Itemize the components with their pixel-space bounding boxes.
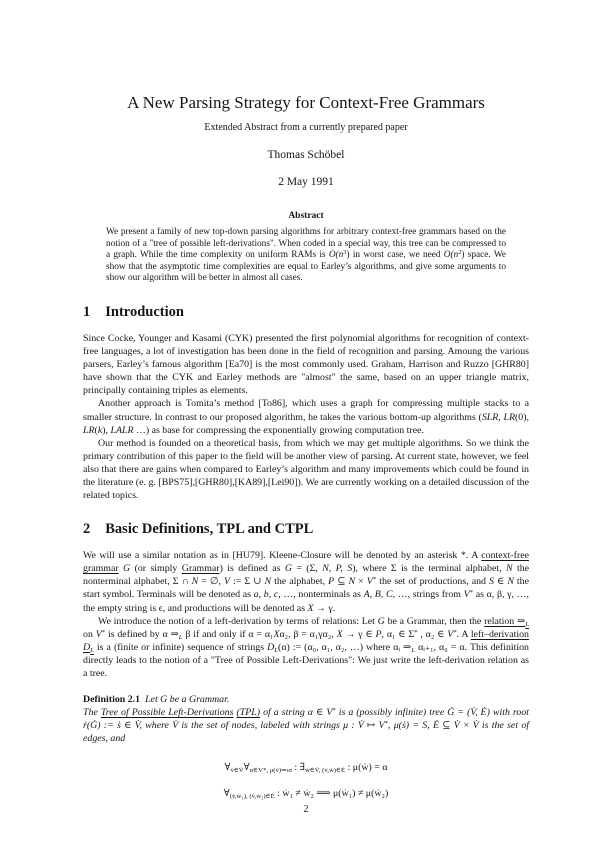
section-1-introduction — [83, 304, 529, 502]
section-1-heading — [83, 304, 529, 321]
abstract-body: We present a family of new top-down parsing algorithms for arbitrary context-free grammars based on the notion of a "tree of possible left-derivations". When coded in a special way, this tree can be compressed to a graph. While the time complexity on uniform RAMs is $O(n^3)$ in worst case, we need $O(n^2)$ space. We show that the asymptotic time complexities are equal to Earley’s algorithms, and give some arguments to show our algorithm will be better in almost all cases. — [106, 227, 506, 284]
paper-author: Thomas Schöbel — [267, 149, 345, 161]
intro-paragraph-3: Our method is founded on a theoretical basis, from which we may get multiple algorithms. So we think the primary contribution of this paper to the field will be another view of parsing. At current state, however, we feel also that there are gains when compared to Earley’s algorithm and many improvements which could be found in the literature (e. g. [BPS75],[GHR80],[KA89],[Lei90]). We are currently working on a detailed discussion of the related topics. — [83, 437, 529, 502]
definition-label: Definition 2.1 — [83, 694, 141, 706]
paper-date: 2 May 1991 — [278, 176, 334, 188]
intro-paragraph-1: Since Cocke, Younger and Kasami (CYK) presented the first polynomial algorithms for recognition of context-free languages, a lot of investigation has been done in the field of recognition and parsing. Amoung the various parsers, Earley’s famous algorithm [Ea70] is the most commonly used. Graham, Harrison and Ruzzo [GHR80] have shown that the CYK and Earley methods are "almost" the same, based on an upper triangle matrix, principally containing triples as elements. — [83, 332, 529, 397]
title-block — [83, 0, 529, 188]
definition-body: The Tree of Possible Left-Derivations (TPL) of a string α ∈ V* is a (possibly infinite) tree Ġ = (V̇, Ė) with root ṙ(Ġ) := ṡ ∈ V̇, where V̇ is the set of nodes, labeled with strings μ : V̇ ↦ V*, μ(ṡ) = S, Ė ⊆ V̇ × V̇ is the set of edges, and — [83, 707, 529, 745]
section-2-basic-definitions — [83, 521, 529, 680]
page-number: 2 — [303, 804, 309, 815]
formula-tpl-edge-existence: $\forall_{v̇\in V̇}\forall_{\alpha\in V*, \mu(v̇)\Rightarrow_l\alpha}$ : $\exists_{ẇ\in V̇, (v̇,ẇ)\in Ė}$ : μ(ẇ) = α — [224, 761, 388, 774]
definition-2-1 — [83, 693, 529, 745]
paper-subtitle: Extended Abstract from a currently prepared paper — [204, 122, 408, 133]
paper-title: A New Parsing Strategy for Context-Free Grammars — [127, 93, 485, 112]
abstract-heading: Abstract — [288, 211, 324, 221]
definition-intro: Let G be a Grammar. — [145, 694, 230, 706]
definitions-paragraph-2: We introduce the notion of a left-derivation by terms of relations: Let G be a Grammar, then the relation $\Rightarrow_L$ on V* is defined by α $\Rightarrow_L$ β if and only if α = α₁Xα₂, β = α₁γα₂, X → γ ∈ P, α₁ ∈ Σ* , α₂ ∈ V*. A left–derivation $D_L$ is a (finite or infinite) sequence of strings $D_L(\alpha)$ := (α₀, α₁, α₂, …) where αᵢ $\Rightarrow_L$ αᵢ₊₁, α₀ = α. This definition directly leads to the notion of a "Tree of Possible Left-Derivations": We just write the left-derivation relation as a tree. — [83, 615, 530, 680]
section-2-heading — [83, 521, 529, 538]
definitions-paragraph-1: We will use a similar notation as in [HU79]. Kleene-Closure will be denoted by an asterisk *. A context-free grammar G (or simply Grammar) is defined as G = (Σ, N, P, S), where Σ is the terminal alphabet, N the nonterminal alphabet, Σ ∩ N = ∅, V := Σ ∪ N the alphabet, P ⊆ N × V* the set of productions, and S ∈ N the start symbol. Terminals will be denoted as a, b, c, …, nonterminals as A, B, C, …, strings from V* as α, β, γ, …, the empty string is ϵ, and productions will be denoted as X → γ. — [83, 550, 530, 614]
intro-paragraph-2: Another approach is Tomita’s method [To86], which uses a graph for compressing multiple stacks to a smaller structure. In contrast to our proposed algorithm, he takes the various bottom-up algorithms (SLR, LR(0), LR(k), LALR …) as base for compressing the exponentially growing computation tree. — [83, 398, 529, 436]
formula-tpl-uniqueness: $\forall_{(v̇,ẇ_1), (v̇,ẇ_2)\in Ė}$ : ẇ₁ ≠ ẇ₂ ⟹ μ(ẇ₁) ≠ μ(ẇ₂) — [223, 787, 389, 800]
abstract-section — [83, 211, 529, 285]
section-1-title: Introduction — [105, 303, 184, 320]
section-2-number: 2 — [83, 521, 91, 538]
definition-header-line — [83, 693, 529, 706]
section-2-title: Basic Definitions, TPL and CTPL — [105, 521, 314, 538]
page-content — [83, 0, 529, 799]
section-1-number: 1 — [83, 303, 91, 320]
